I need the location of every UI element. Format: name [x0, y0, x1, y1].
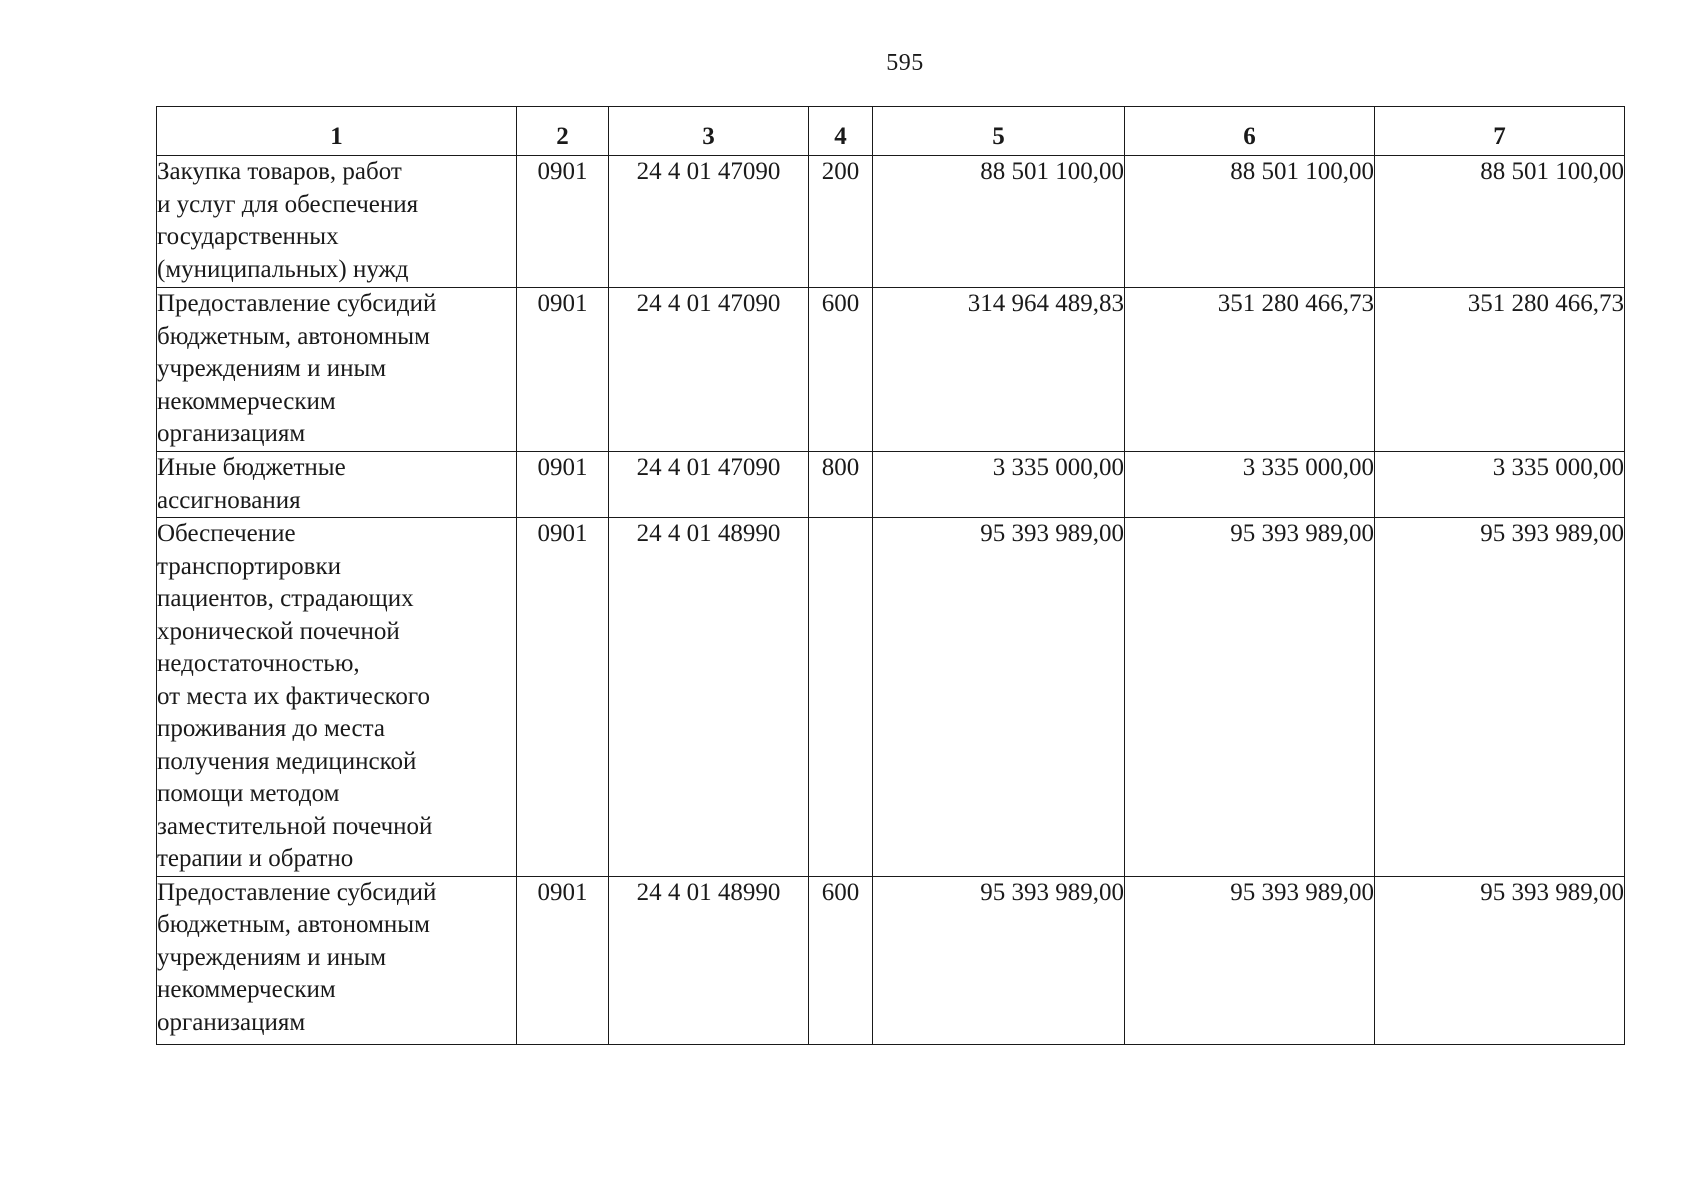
column-header-7: 7	[1375, 107, 1625, 156]
column-header-2: 2	[517, 107, 609, 156]
target-article-code: 24 4 01 47090	[609, 288, 809, 452]
table-header	[157, 107, 1625, 156]
amount-col-6: 95 393 989,00	[1125, 876, 1375, 1044]
page-number: 595	[886, 50, 924, 76]
section-code: 0901	[517, 518, 609, 877]
amount-col-7: 95 393 989,00	[1375, 876, 1625, 1044]
item-name: Предоставление субсидий бюджетным, автономным учреждениям и иным некоммерческим организациям	[157, 288, 517, 452]
header-row	[157, 107, 1625, 156]
item-name: Закупка товаров, работ и услуг для обеспечения государственных (муниципальных) нужд	[157, 156, 517, 288]
table-row	[157, 452, 1625, 518]
target-article-code: 24 4 01 48990	[609, 518, 809, 877]
item-name: Предоставление субсидий бюджетным, автономным учреждениям и иным некоммерческим организациям	[157, 876, 517, 1044]
expense-type-code: 600	[809, 288, 873, 452]
column-header-1: 1	[157, 107, 517, 156]
table-row	[157, 876, 1625, 1044]
table-body	[157, 156, 1625, 1045]
item-name: Иные бюджетные ассигнования	[157, 452, 517, 518]
amount-col-6: 88 501 100,00	[1125, 156, 1375, 288]
amount-col-5: 314 964 489,83	[873, 288, 1125, 452]
section-code: 0901	[517, 452, 609, 518]
amount-col-6: 351 280 466,73	[1125, 288, 1375, 452]
amount-col-6: 95 393 989,00	[1125, 518, 1375, 877]
amount-col-6: 3 335 000,00	[1125, 452, 1375, 518]
target-article-code: 24 4 01 47090	[609, 452, 809, 518]
expense-type-code: 200	[809, 156, 873, 288]
amount-col-5: 88 501 100,00	[873, 156, 1125, 288]
budget-table	[156, 106, 1625, 1045]
target-article-code: 24 4 01 48990	[609, 876, 809, 1044]
amount-col-5: 3 335 000,00	[873, 452, 1125, 518]
expense-type-code: 800	[809, 452, 873, 518]
column-header-5: 5	[873, 107, 1125, 156]
section-code: 0901	[517, 876, 609, 1044]
amount-col-7: 3 335 000,00	[1375, 452, 1625, 518]
column-header-4: 4	[809, 107, 873, 156]
amount-col-7: 351 280 466,73	[1375, 288, 1625, 452]
table-row	[157, 518, 1625, 877]
section-code: 0901	[517, 156, 609, 288]
column-header-6: 6	[1125, 107, 1375, 156]
table-row	[157, 288, 1625, 452]
item-name: Обеспечение транспортировки пациентов, страдающих хронической почечной недостаточностью, от места их фактического проживания до места получения медицинской помощи методом заместительной почечной терапии и обратно	[157, 518, 517, 877]
section-code: 0901	[517, 288, 609, 452]
amount-col-5: 95 393 989,00	[873, 876, 1125, 1044]
amount-col-7: 88 501 100,00	[1375, 156, 1625, 288]
amount-col-5: 95 393 989,00	[873, 518, 1125, 877]
column-header-3: 3	[609, 107, 809, 156]
expense-type-code	[809, 518, 873, 877]
expense-type-code: 600	[809, 876, 873, 1044]
table-row	[157, 156, 1625, 288]
target-article-code: 24 4 01 47090	[609, 156, 809, 288]
amount-col-7: 95 393 989,00	[1375, 518, 1625, 877]
